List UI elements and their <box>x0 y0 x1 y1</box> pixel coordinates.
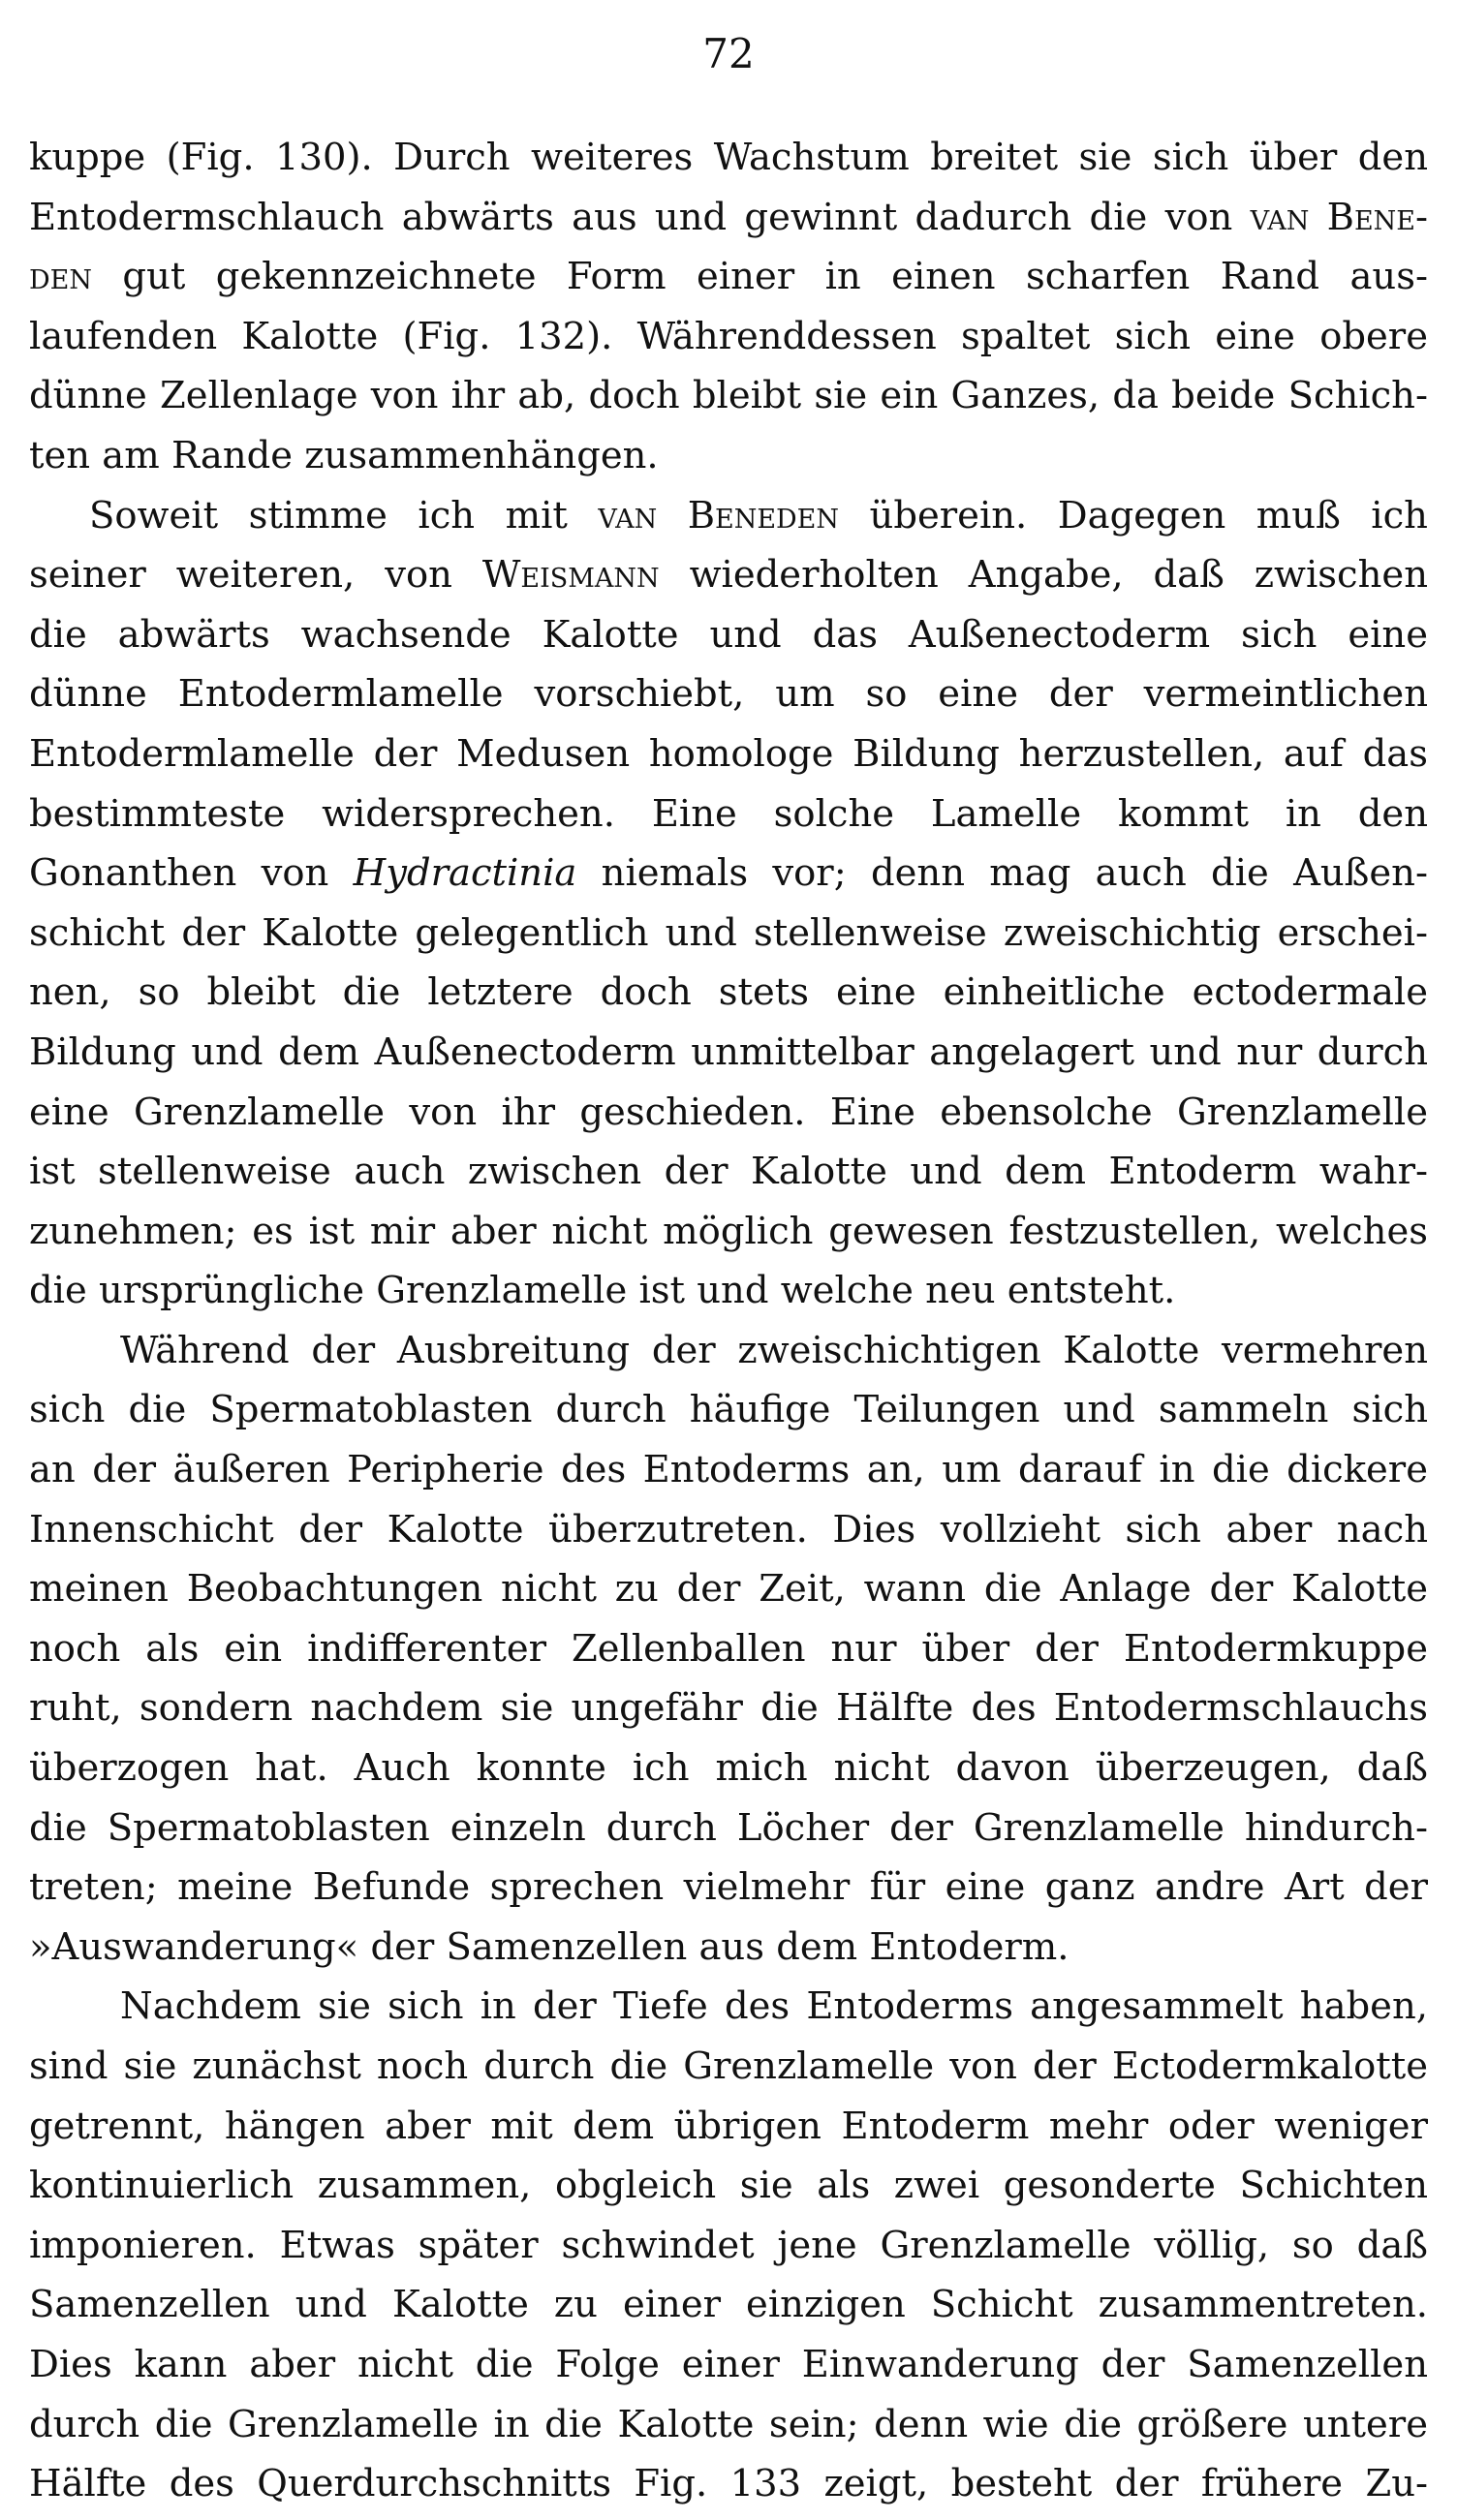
text-run: ruht, sondern nachdem sie ungefähr die Hälfte des Entodermschlauchs <box>29 1686 1428 1731</box>
text-run: Nachdem sie sich in der Tiefe des Entoderms angesammelt haben, <box>120 1984 1428 2029</box>
text-line <box>29 2454 1428 2514</box>
text-run: eine Grenzlamelle von ihr geschieden. Eine ebensolche Grenzlamelle <box>29 1090 1428 1134</box>
text-run: Samenzellen und Kalotte zu einer einzigen Schicht zusammentreten. <box>29 2283 1428 2327</box>
text-line <box>29 1261 1428 1321</box>
text-run: Soweit stimme ich mit <box>89 493 599 538</box>
paragraph <box>29 486 1428 1321</box>
text-run: gut gekennzeichnete Form einer in einen scharfen Rand aus- <box>91 255 1428 299</box>
text-run: treten; meine Befunde sprechen vielmehr für eine ganz andre Art der <box>29 1865 1428 1910</box>
text-line <box>29 2097 1428 2157</box>
text-run: nen, so bleibt die letztere doch stets eine einheitliche ectodermale <box>29 970 1428 1015</box>
text-line <box>29 2335 1428 2395</box>
author-name: van Bene- <box>1250 195 1428 239</box>
text-run: die Spermatoblasten einzeln durch Löcher der Grenzlamelle hindurch- <box>29 1805 1428 1850</box>
text-run: ist stellenweise auch zwischen der Kalotte und dem Entoderm wahr- <box>29 1150 1428 1194</box>
text-run: laufenden Kalotte (Fig. 132). Währenddessen spaltet sich eine obere <box>29 314 1428 358</box>
text-line <box>29 128 1428 188</box>
text-run: die abwärts wachsende Kalotte und das Außenectoderm sich eine <box>29 612 1428 657</box>
author-name: Weismann <box>481 553 660 598</box>
text-line <box>29 188 1428 248</box>
text-line <box>29 545 1428 605</box>
text-run: Bildung und dem Außenectoderm unmittelbar angelagert und nur durch <box>29 1030 1428 1074</box>
text-run: überein. Dagegen muß ich <box>839 493 1428 538</box>
text-line <box>29 904 1428 964</box>
text-run: sich die Spermatoblasten durch häufige Teilungen und sammeln sich <box>29 1388 1428 1432</box>
text-line <box>29 605 1428 665</box>
text-line <box>29 2395 1428 2455</box>
text-line <box>29 1559 1428 1619</box>
text-line <box>29 724 1428 784</box>
genus-name: Hydractinia <box>353 851 577 896</box>
text-line <box>29 844 1428 904</box>
text-line <box>29 963 1428 1023</box>
text-run: Entodermlamelle der Medusen homologe Bildung herzustellen, auf das <box>29 731 1428 776</box>
text-run: schicht der Kalotte gelegentlich und stellenweise zweischichtig erschei- <box>29 910 1428 955</box>
text-line <box>29 1738 1428 1798</box>
text-run: ten am Rande zusammenhängen. <box>29 433 659 477</box>
paragraph <box>29 1977 1428 2513</box>
text-run: »Auswanderung« der Samenzellen aus dem Entoderm. <box>29 1924 1070 1969</box>
text-run: wiederholten Angabe, daß zwischen <box>659 553 1428 598</box>
text-run: Während der Ausbreitung der zweischichtigen Kalotte vermehren <box>120 1328 1428 1372</box>
text-line <box>29 486 1428 546</box>
text-line <box>29 1380 1428 1440</box>
author-name: van Beneden <box>598 493 840 538</box>
paragraph <box>29 1321 1428 1978</box>
text-line <box>29 1858 1428 1918</box>
text-line <box>29 247 1428 307</box>
text-run: die ursprüngliche Grenzlamelle ist und welche neu entsteht. <box>29 1269 1176 1313</box>
text-line <box>29 2216 1428 2276</box>
text-run: Gonanthen von <box>29 851 354 896</box>
text-line <box>29 1619 1428 1679</box>
text-line <box>29 664 1428 724</box>
text-run: kuppe (Fig. 130). Durch weiteres Wachstum breitet sie sich über den <box>29 136 1428 179</box>
text-run: überzogen hat. Auch konnte ich mich nicht davon überzeugen, daß <box>29 1746 1428 1791</box>
text-run: meinen Beobachtungen nicht zu der Zeit, wann die Anlage der Kalotte <box>29 1567 1428 1612</box>
text-run: getrennt, hängen aber mit dem übrigen Entoderm mehr oder weniger <box>29 2104 1428 2148</box>
text-run: dünne Entodermlamelle vorschiebt, um so eine der vermeintlichen <box>29 672 1428 717</box>
body-text <box>29 128 1428 2514</box>
text-run: durch die Grenzlamelle in die Kalotte sein; denn wie die größere untere <box>29 2402 1428 2446</box>
text-run: Innenschicht der Kalotte überzutreten. Dies vollzieht sich aber nach <box>29 1507 1428 1552</box>
text-line <box>29 1202 1428 1262</box>
text-line <box>29 1083 1428 1143</box>
text-run: bestimmteste widersprechen. Eine solche Lamelle kommt in den <box>29 791 1428 836</box>
text-line <box>29 307 1428 367</box>
text-run: dünne Zellenlage von ihr ab, doch bleibt sie ein Ganzes, da beide Schich- <box>29 374 1428 418</box>
page-number: 72 <box>702 30 755 77</box>
text-line <box>29 1977 1428 2037</box>
text-line <box>29 366 1428 426</box>
text-run: Hälfte des Querdurchschnitts Fig. 133 zeigt, besteht der frühere Zu- <box>29 2462 1428 2506</box>
text-run: sind sie zunächst noch durch die Grenzlamelle von der Ectodermkalotte <box>29 2044 1428 2088</box>
text-run: niemals vor; denn mag auch die Außen- <box>576 851 1428 896</box>
text-line <box>29 1321 1428 1381</box>
text-line <box>29 1500 1428 1560</box>
text-line <box>29 2156 1428 2216</box>
author-name: den <box>29 255 92 299</box>
paragraph <box>29 128 1428 486</box>
text-line <box>29 1440 1428 1500</box>
text-run: noch als ein indifferenter Zellenballen nur über der Entodermkuppe <box>29 1626 1428 1671</box>
text-line <box>29 2037 1428 2097</box>
document-page <box>29 0 1428 2520</box>
text-run: imponieren. Etwas später schwindet jene Grenzlamelle völlig, so daß <box>29 2223 1428 2267</box>
text-line <box>29 2275 1428 2335</box>
text-line <box>29 1798 1428 1859</box>
text-run: seiner weiteren, von <box>29 553 482 598</box>
text-line <box>29 1918 1428 1978</box>
text-run: Dies kann aber nicht die Folge einer Einwanderung der Samenzellen <box>29 2342 1428 2386</box>
text-line <box>29 1023 1428 1083</box>
text-line <box>29 426 1428 486</box>
text-run: kontinuierlich zusammen, obgleich sie als zwei gesonderte Schichten <box>29 2164 1428 2208</box>
text-line <box>29 784 1428 845</box>
text-line <box>29 1678 1428 1738</box>
text-run: an der äußeren Peripherie des Entoderms an, um darauf in die dickere <box>29 1448 1428 1492</box>
text-run: Entodermschlauch abwärts aus und gewinnt dadurch die von <box>29 195 1251 239</box>
text-line <box>29 1142 1428 1202</box>
text-run: zunehmen; es ist mir aber nicht möglich gewesen festzustellen, welches <box>29 1209 1428 1253</box>
